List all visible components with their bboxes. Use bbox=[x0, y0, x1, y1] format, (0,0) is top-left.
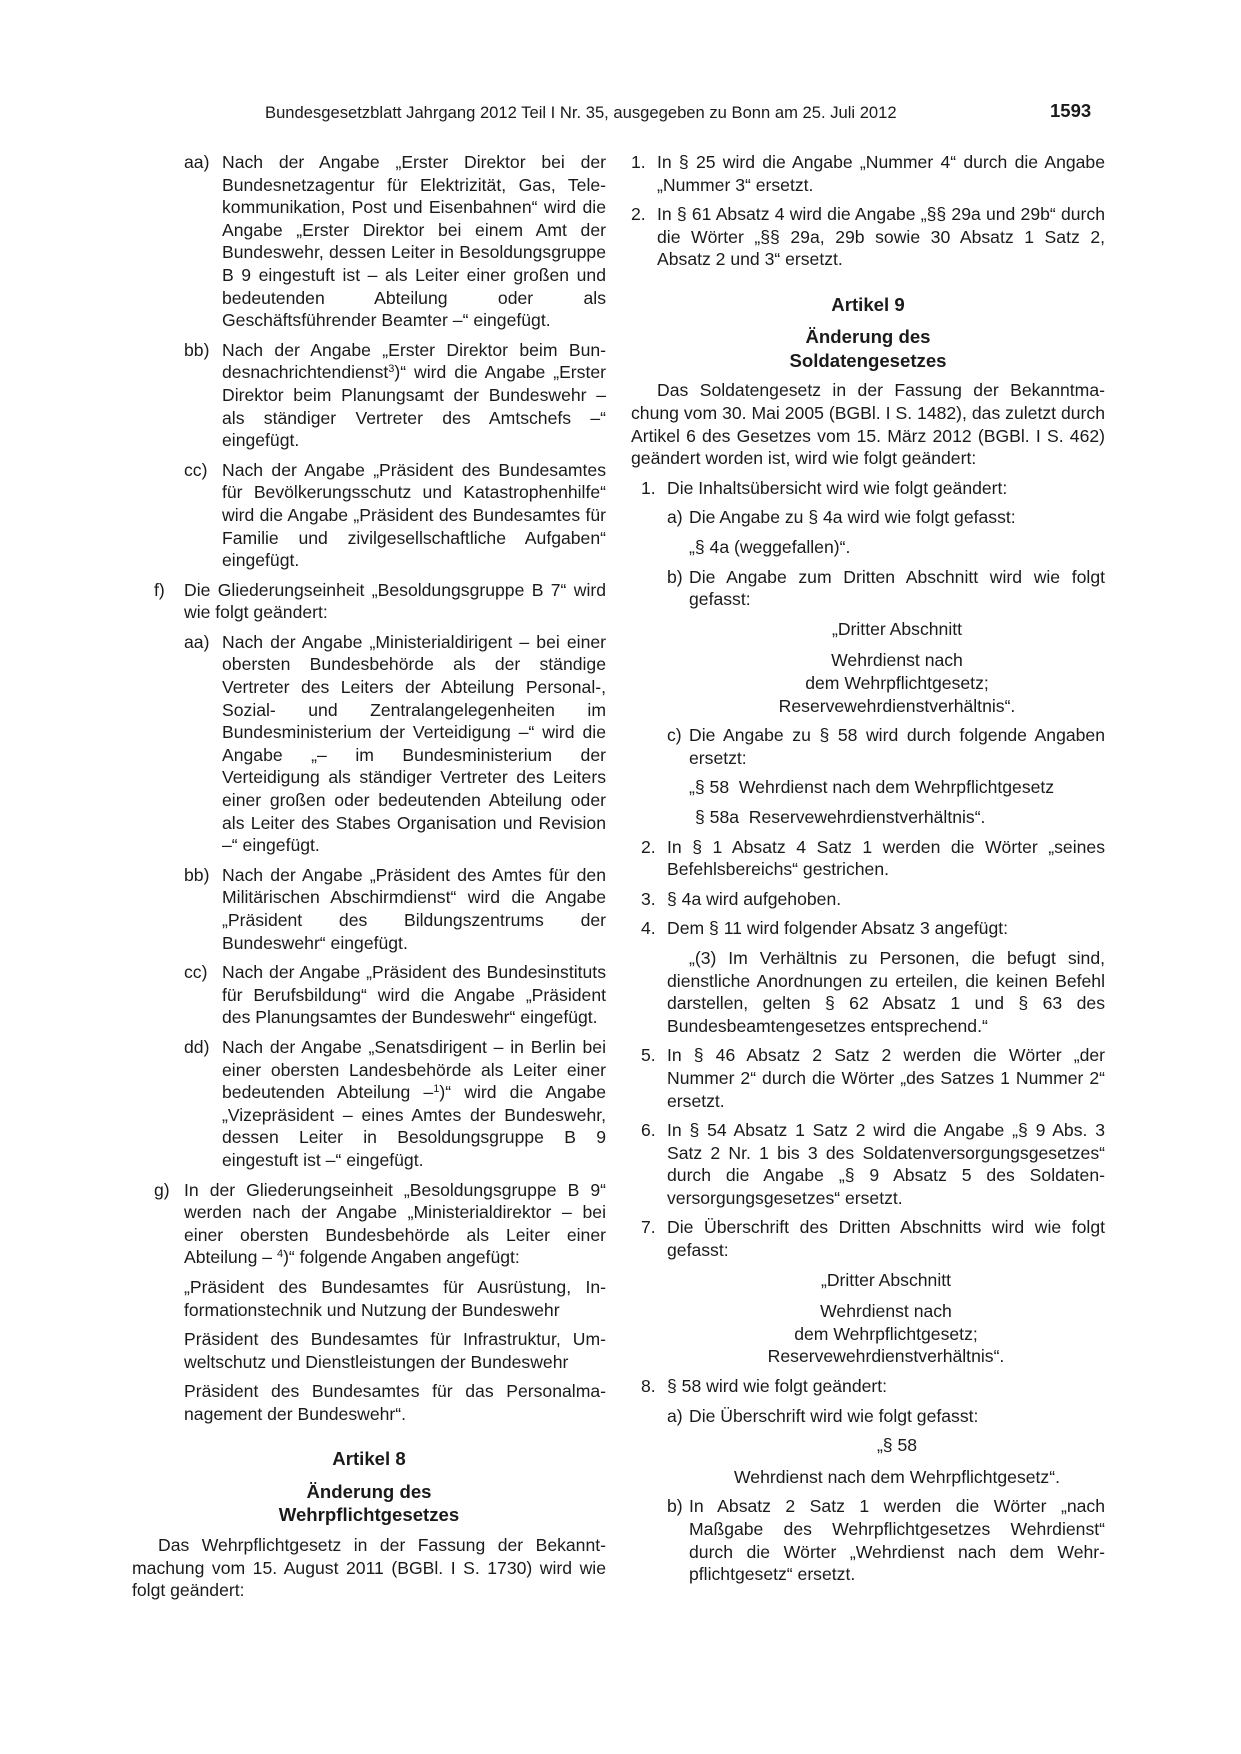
list-item-s1c bbox=[667, 724, 1105, 769]
item-label: a) bbox=[667, 1405, 683, 1426]
footnote-ref: 3 bbox=[388, 363, 395, 376]
quoted-insertion-1: „Präsident des Bundesamtes für Ausrüstung, Informationstechnik und Nutzung der Bundeswehr bbox=[184, 1276, 606, 1320]
item-label: cc) bbox=[184, 459, 208, 480]
item-label: 1. bbox=[641, 477, 656, 498]
item-text bbox=[222, 1036, 606, 1172]
item-text: In § 25 wird die Angabe „Nummer 4“ durch die Angabe „Nummer 3“ ersetzt. bbox=[657, 152, 1105, 195]
list-item-1 bbox=[631, 151, 1105, 196]
item-text: Die Angabe zu § 4a wird wie folgt gefasst: bbox=[689, 507, 1016, 528]
list-item-s3 bbox=[641, 888, 1105, 911]
list-item-s4 bbox=[641, 917, 1105, 940]
list-item-f bbox=[154, 579, 606, 624]
quote-line: Reservewehrdienstverhältnis“. bbox=[767, 1346, 1005, 1367]
item-text: Nach der Angabe „Präsident des Bundesamtes für Bevölkerungsschutz und Katastrophenhilfe“ wird die Angabe „Präsident des Bundesamtes für Familie und zivilgesellschaftliche Aufgaben“ eingefügt. bbox=[222, 459, 606, 571]
item-label: 3. bbox=[641, 888, 656, 909]
quoted-insertion-2: Präsident des Bundesamtes für Infrastruktur, Umweltschutz und Dienstleistungen der Bundeswehr bbox=[184, 1329, 606, 1372]
list-item-s1a bbox=[667, 506, 1105, 529]
subtitle-line: Wehrpflichtgesetzes bbox=[278, 1504, 460, 1526]
item-label: a) bbox=[667, 507, 683, 528]
quote-line: „§ 58 bbox=[876, 1435, 918, 1456]
page-number: 1593 bbox=[1050, 100, 1092, 121]
item-label: dd) bbox=[184, 1036, 210, 1057]
text-part: )“ wird die Angabe „Erster Direktor beim Planungsamt der Bundeswehr – als ständiger Vertreter des Amtschefs –“ eingefügt. bbox=[222, 362, 606, 451]
list-item-aa-2 bbox=[184, 631, 606, 857]
list-item-bb-1 bbox=[184, 339, 606, 452]
quote-line: dem Wehrpflichtgesetz; bbox=[805, 673, 989, 693]
item-text: § 58 wird wie folgt geändert: bbox=[667, 1376, 888, 1397]
list-item-s2 bbox=[641, 836, 1105, 881]
list-item-dd-2 bbox=[184, 1036, 606, 1172]
gazette-header: Bundesgesetzblatt Jahrgang 2012 Teil I Nr. 35, ausgegeben zu Bonn am 25. Juli 2012 bbox=[265, 103, 897, 122]
quoted-heading-block bbox=[667, 1269, 1105, 1368]
quote-line: Wehrdienst nach bbox=[820, 1301, 952, 1322]
list-item-s8b bbox=[667, 1495, 1105, 1585]
right-column bbox=[631, 151, 1105, 1593]
text-part: In der Gliederungseinheit „Besoldungsgruppe B 9“ werden nach der Angabe „Ministerialdirektor – bei einer obersten Bundesbehörde als Leiter einer Abteilung – bbox=[184, 1179, 606, 1268]
article-8-subtitle bbox=[132, 1480, 606, 1527]
list-item-2 bbox=[631, 203, 1105, 271]
item-label: 2. bbox=[631, 204, 646, 225]
item-text: In Absatz 2 Satz 1 werden die Wörter „nach Maßgabe des Wehrpflichtgesetzes Wehrdienst“ durch die Wörter „Wehrdienst nach dem Wehrpflichtgesetz“ ersetzt. bbox=[689, 1496, 1105, 1585]
list-item-s5 bbox=[641, 1044, 1105, 1112]
item-text: Die Gliederungseinheit „Besoldungsgruppe B 7“ wird wie folgt geändert: bbox=[184, 579, 606, 623]
item-label: 5. bbox=[641, 1045, 656, 1066]
quote-line: Reservewehrdienstverhältnis“. bbox=[778, 695, 1016, 716]
item-text: § 4a wird aufgehoben. bbox=[667, 888, 842, 909]
quote-line: „Dritter Abschnitt bbox=[820, 1269, 952, 1290]
list-item-s6 bbox=[641, 1119, 1105, 1209]
item-label: b) bbox=[667, 1496, 683, 1517]
quote-line: Wehrdienst nach dem Wehrpflichtgesetz“. bbox=[734, 1466, 1060, 1487]
item-label: c) bbox=[667, 725, 682, 746]
quote-line: dem Wehrpflichtgesetz; bbox=[794, 1323, 978, 1344]
item-label: cc) bbox=[184, 962, 208, 983]
quoted-heading-block bbox=[689, 1434, 1105, 1488]
list-item-s8 bbox=[641, 1375, 1105, 1398]
item-label: g) bbox=[154, 1179, 170, 1200]
item-label: 2. bbox=[641, 836, 656, 857]
item-text: Nach der Angabe „Erster Direktor bei der Bundesnetzagentur für Elektrizität, Gas, Telekommunikation, Post und Eisenbahnen“ wird die Angabe „Erster Direktor bei einem Amt der Bundeswehr, dessen Leiter in Besoldungsgruppe B 9 eingestuft ist – als Leiter einer großen und bedeutenden Abteilung oder als Geschäftsführender Beamter –“ eingefügt. bbox=[222, 152, 606, 331]
text-part: )“ wird die Angabe „Vizepräsident – eines Amtes der Bundeswehr, dessen Leiter in Besoldungsgruppe B 9 eingestuft ist –“ eingefügt. bbox=[222, 1082, 606, 1170]
list-item-cc-2 bbox=[184, 961, 606, 1029]
footnote-ref: 1 bbox=[433, 1083, 440, 1096]
list-item-cc-1 bbox=[184, 459, 606, 572]
item-text: Die Überschrift wird wie folgt gefasst: bbox=[689, 1405, 979, 1426]
footnote-ref: 4 bbox=[276, 1248, 284, 1261]
quoted-paragraph: „(3) Im Verhältnis zu Personen, die befugt sind, dienstliche Anordnungen zu erteilen, die keinen Befehl darstellen, gelten § 62 Absatz 1 und § 63 des Bundesbeamtengesetzes entsprechend.“ bbox=[667, 947, 1105, 1036]
item-text bbox=[184, 1179, 606, 1269]
subtitle-line: Änderung des bbox=[306, 1480, 432, 1502]
item-label: f) bbox=[154, 579, 165, 600]
item-label: 7. bbox=[641, 1217, 656, 1238]
quoted-heading-block bbox=[689, 618, 1105, 717]
item-text: Die Angabe zum Dritten Abschnitt wird wie folgt gefasst: bbox=[689, 566, 1105, 610]
article-9-subtitle bbox=[631, 325, 1105, 372]
item-text: Die Inhaltsübersicht wird wie folgt geändert: bbox=[667, 477, 1008, 498]
item-text: Nach der Angabe „Präsident des Amtes für den Militärischen Abschirmdienst“ wird die Angabe „Präsident des Bildungszentrums der Bundeswehr“ eingefügt. bbox=[222, 864, 606, 953]
subtitle-line: Änderung des bbox=[805, 326, 931, 348]
item-text: In § 46 Absatz 2 Satz 2 werden die Wörter „der Nummer 2“ durch die Wörter „des Satzes 1 Nummer 2“ ersetzt. bbox=[667, 1045, 1105, 1111]
article-8-title: Artikel 8 bbox=[332, 1448, 406, 1470]
subtitle-line: Soldatengesetzes bbox=[789, 349, 947, 371]
list-item-s8a bbox=[667, 1405, 1105, 1428]
list-item-s1b bbox=[667, 566, 1105, 611]
item-label: bb) bbox=[184, 339, 210, 360]
item-label: 8. bbox=[641, 1376, 656, 1397]
quote-line: Wehrdienst nach bbox=[831, 650, 963, 671]
item-text: Die Angabe zu § 58 wird durch folgende Angaben ersetzt: bbox=[689, 725, 1105, 768]
quote-line: „Dritter Abschnitt bbox=[831, 618, 963, 639]
item-label: 4. bbox=[641, 918, 656, 939]
article-9-title: Artikel 9 bbox=[831, 293, 905, 315]
list-item-aa-1 bbox=[184, 151, 606, 332]
item-text: Nach der Angabe „Präsident des Bundesinstituts für Berufsbildung“ wird die Angabe „Präsident des Planungsamtes der Bundeswehr“ eingefügt. bbox=[222, 962, 606, 1028]
quoted-entry: „§ 4a (weggefallen)“. bbox=[689, 537, 851, 558]
quoted-entry: „§ 58 Wehrdienst nach dem Wehrpflichtgesetz bbox=[689, 777, 1055, 798]
item-text: In § 61 Absatz 4 wird die Angabe „§§ 29a und 29b“ durch die Wörter „§§ 29a, 29b sowie 30 Absatz 1 Satz 2, Absatz 2 und 3“ ersetzt. bbox=[657, 204, 1105, 270]
text-part: )“ folgende Angaben angefügt: bbox=[283, 1247, 520, 1268]
item-text: Nach der Angabe „Ministerialdirigent – bei einer obersten Bundesbehörde als der ständige Vertreter des Leiters der Abteilung Personal-, Sozial- und Zentralangelegenheiten im Bundesministerium der Verteidigung –“ wird die Angabe „– im Bundesministerium der Verteidigung als ständiger Vertreter des Leiters einer großen oder bedeutenden Abteilung oder als Leiter des Stabes Organisation und Revision –“ eingefügt. bbox=[222, 631, 606, 856]
quoted-insertion-3: Präsident des Bundesamtes für das Personalmanagement der Bundeswehr“. bbox=[184, 1381, 606, 1424]
item-text: Die Überschrift des Dritten Abschnitts wird wie folgt gefasst: bbox=[667, 1217, 1105, 1261]
item-text: In § 54 Absatz 1 Satz 2 wird die Angabe „§ 9 Abs. 3 Satz 2 Nr. 1 bis 3 des Soldatenversorgungsgesetzes“ durch die Angabe „§ 9 Absatz 5 des Soldatenversorgungsgesetzes“ ersetzt. bbox=[667, 1120, 1105, 1208]
list-item-s7 bbox=[641, 1216, 1105, 1261]
item-text bbox=[222, 339, 606, 452]
item-label: bb) bbox=[184, 864, 210, 885]
text-part: Nach der Angabe „Erster Direktor beim Bundesnachrichtendienst bbox=[222, 339, 606, 383]
list-item-s1 bbox=[641, 477, 1105, 500]
article-8-intro: Das Wehrpflichtgesetz in der Fassung der Bekanntmachung vom 15. August 2011 (BGBl. I S. 1730) wird wie folgt geändert: bbox=[132, 1534, 606, 1601]
item-label: 6. bbox=[641, 1120, 656, 1141]
item-label: 1. bbox=[631, 152, 646, 172]
item-label: aa) bbox=[184, 631, 210, 652]
item-text: Dem § 11 wird folgender Absatz 3 angefügt: bbox=[667, 918, 1009, 939]
item-label: aa) bbox=[184, 152, 210, 172]
text-part: Nach der Angabe „Senatsdirigent – in Berlin bei einer obersten Landesbehörde als Leiter einer bedeutenden Abteilung – bbox=[222, 1036, 606, 1103]
quoted-entry: § 58a Reservewehrdienstverhältnis“. bbox=[695, 806, 986, 827]
left-column bbox=[132, 151, 606, 1609]
item-label: b) bbox=[667, 566, 683, 587]
article-9-intro: Das Soldatengesetz in der Fassung der Bekanntmachung vom 30. Mai 2005 (BGBl. I S. 1482), das zuletzt durch Artikel 6 des Gesetzes vom 15. März 2012 (BGBl. I S. 462) geändert worden ist, wird wie folgt geändert: bbox=[631, 380, 1105, 469]
list-item-g bbox=[154, 1179, 606, 1269]
item-text: In § 1 Absatz 4 Satz 1 werden die Wörter „seines Befehlsbereichs“ gestrichen. bbox=[667, 836, 1105, 880]
list-item-bb-2 bbox=[184, 864, 606, 954]
